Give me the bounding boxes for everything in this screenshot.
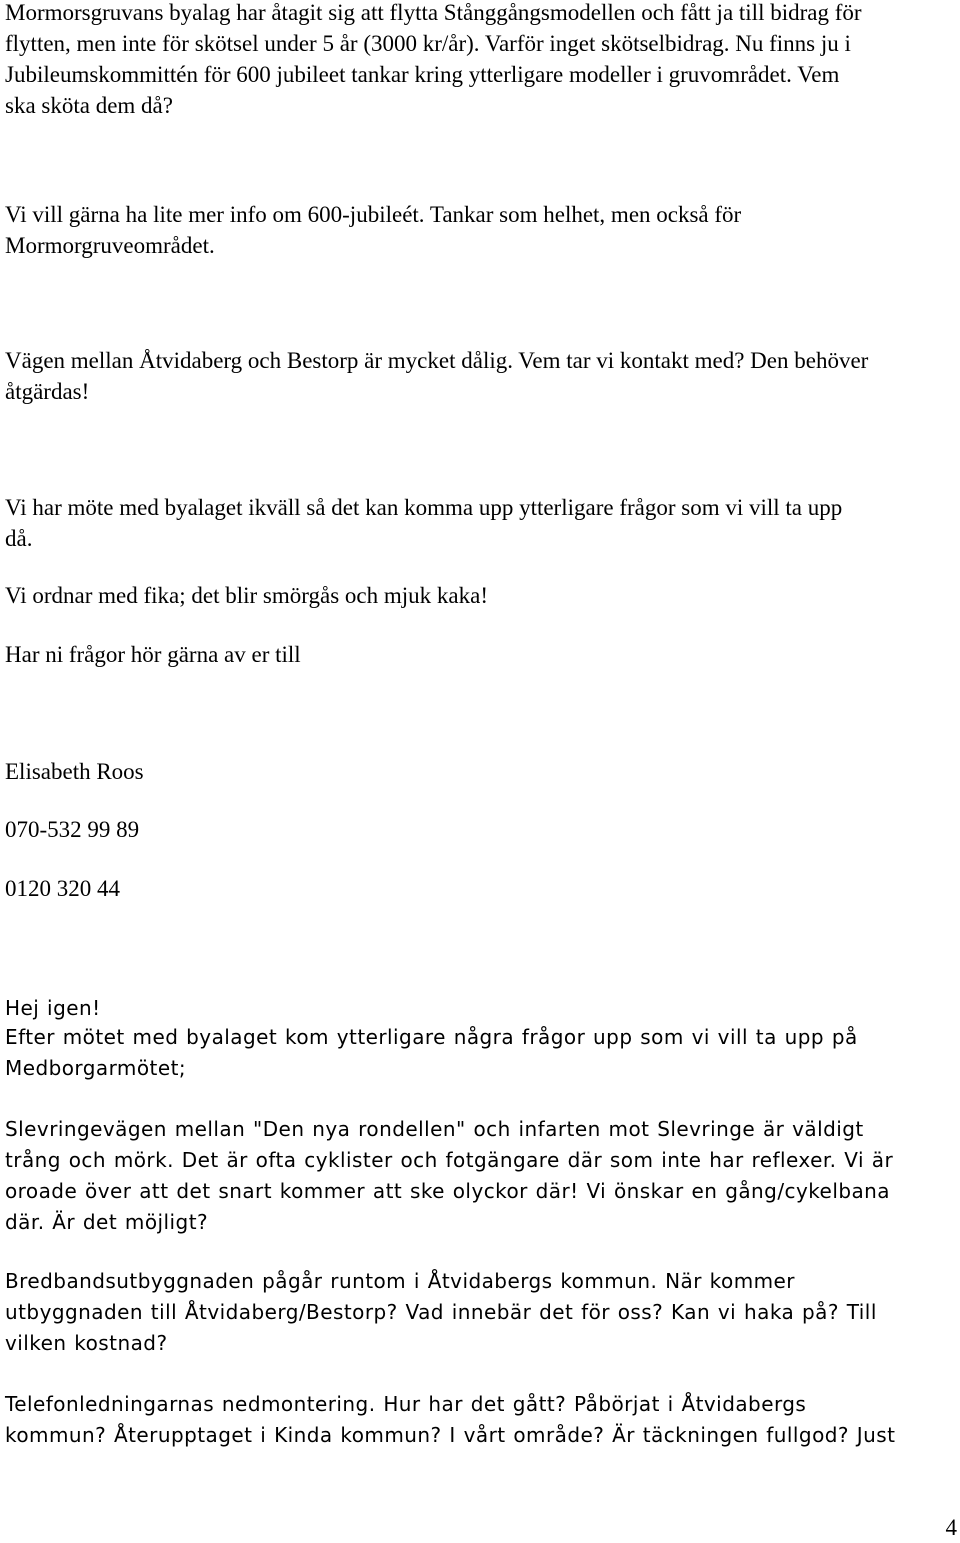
text-line: Vi har möte med byalaget ikväll så det kan komma upp ytterligare frågor som vi vill ta upp bbox=[5, 495, 843, 520]
text-line: åtgärdas! bbox=[5, 379, 90, 404]
paragraph-telefonledningar bbox=[5, 1389, 957, 1451]
paragraph-vagen bbox=[5, 345, 957, 407]
text-line: trång och mörk. Det är ofta cyklister och fotgängare där som inte har reflexer. Vi är bbox=[5, 1148, 894, 1172]
paragraph-mote bbox=[5, 492, 957, 554]
text-line: Vägen mellan Åtvidaberg och Bestorp är mycket dålig. Vem tar vi kontakt med? Den behöver bbox=[5, 348, 869, 373]
text-line: Vi ordnar med fika; det blir smörgås och mjuk kaka! bbox=[5, 583, 488, 608]
text-line: Telefonledningarnas nedmontering. Hur har det gått? Påbörjat i Åtvidabergs bbox=[5, 1392, 807, 1416]
contact-phone-mobile: 070-532 99 89 bbox=[5, 817, 140, 842]
text-line: utbyggnaden till Åtvidaberg/Bestorp? Vad innebär det för oss? Kan vi haka på? Till bbox=[5, 1300, 877, 1324]
text-line: flytten, men inte för skötsel under 5 år (3000 kr/år). Varför inget skötselbidrag. Nu finns ju i bbox=[5, 31, 851, 56]
paragraph-fika bbox=[5, 580, 957, 611]
text-line: Jubileumskommittén för 600 jubileet tankar kring ytterligare modeller i gruvområdet. Vem bbox=[5, 62, 840, 87]
text-line: oroade över att det snart kommer att ske olyckor där! Vi önskar en gång/cykelbana bbox=[5, 1179, 891, 1203]
paragraph-jubileum bbox=[5, 199, 957, 261]
text-line: Vi vill gärna ha lite mer info om 600-jubileét. Tankar som helhet, men också för bbox=[5, 202, 742, 227]
page-number: 4 bbox=[945, 1515, 957, 1540]
paragraph-bredband bbox=[5, 1266, 957, 1359]
text-line: Har ni frågor hör gärna av er till bbox=[5, 642, 301, 667]
text-line: Bredbandsutbyggnaden pågår runtom i Åtvidabergs kommun. När kommer bbox=[5, 1269, 795, 1293]
text-line: Medborgarmötet; bbox=[5, 1056, 187, 1080]
text-line: då. bbox=[5, 526, 33, 551]
text-line: ska sköta dem då? bbox=[5, 93, 173, 118]
contact-name: Elisabeth Roos bbox=[5, 759, 144, 784]
paragraph-gruvmodeller bbox=[5, 0, 957, 121]
paragraph-fragor bbox=[5, 639, 957, 670]
text-line: Mormorsgruvans byalag har åtagit sig att flytta Stånggångsmodellen och fått ja till bidrag för bbox=[5, 0, 862, 25]
text-line: vilken kostnad? bbox=[5, 1331, 168, 1355]
text-line: Mormorgruveområdet. bbox=[5, 233, 215, 258]
greeting: Hej igen! bbox=[5, 996, 101, 1020]
text-line: Efter mötet med byalaget kom ytterligare några frågor upp som vi vill ta upp på bbox=[5, 1025, 858, 1049]
text-line: Slevringevägen mellan "Den nya rondellen" och infarten mot Slevringe är väldigt bbox=[5, 1117, 864, 1141]
text-line: där. Är det möjligt? bbox=[5, 1210, 209, 1234]
text-line: kommun? Återupptaget i Kinda kommun? I vårt område? Är täckningen fullgod? Just bbox=[5, 1423, 896, 1447]
contact-phone-home: 0120 320 44 bbox=[5, 876, 120, 901]
paragraph-intro bbox=[5, 1022, 957, 1084]
paragraph-slevringevagen bbox=[5, 1114, 957, 1238]
